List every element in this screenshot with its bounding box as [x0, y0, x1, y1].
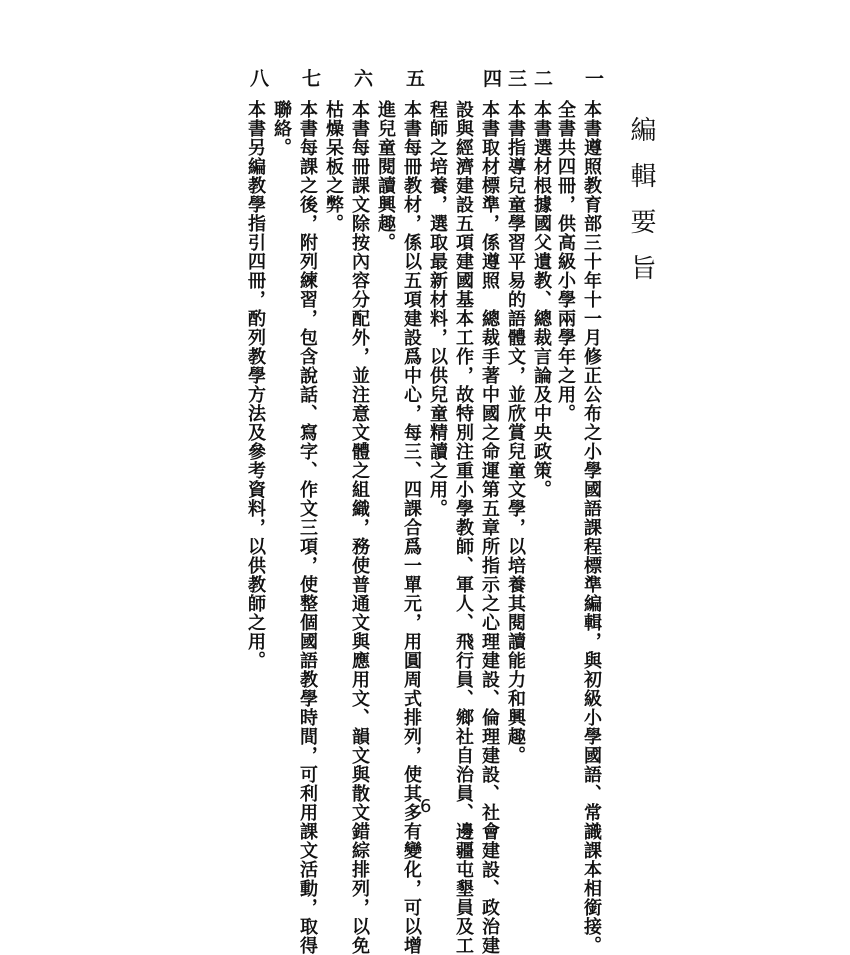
item-3-number: 三: [508, 68, 528, 90]
item-4-line-3: 程師之培養，選取最新材料，以供兒童精讀之用。: [427, 100, 448, 518]
item-6-number: 六: [354, 68, 374, 90]
item-5-line-1: 本書每冊教材，係以五項建設爲中心，每三、四課合爲一單元，用圓周式排列，使其多有變化，可以增: [401, 100, 422, 955]
item-8-line-1: 本書另編教學指引四冊，酌列教學方法及參考資料，以供教師之用。: [245, 100, 266, 670]
item-6-line-1: 本書每冊課文除按內容分配外，並注意文體之組織，務使普通文與應用文、韻文與散文錯綜排列，以免: [349, 100, 370, 955]
item-4-number: 四: [483, 68, 503, 90]
item-4-line-2: 設與經濟建設五項建國基本工作，故特別注重小學教師、軍人、飛行員、鄉社自治員、邊疆屯墾員及工: [453, 100, 474, 955]
item-4-line-1: 本書取材標準，係遵照 總裁手著中國之命運第五章所指示之心理建設、倫理建設、社會建設、政治建: [479, 100, 500, 955]
page-number: 6: [420, 796, 432, 817]
item-7-line-2: 聯絡。: [271, 100, 292, 157]
item-8-number: 八: [250, 68, 270, 90]
item-1-line-2: 全書共四冊，供高級小學兩學年之用。: [555, 100, 576, 423]
item-1-line-1: 本書遵照教育部三十年十一月修正公布之小學國語課程標準編輯，與初級小學國語、常識課本相銜接。: [581, 100, 602, 955]
item-7-line-1: 本書每課之後，附列練習，包含說話、寫字、作文三項，使整個國語教學時間，可利用課文活動，取得: [297, 100, 318, 955]
item-1-number: 一: [585, 68, 605, 90]
item-6-line-2: 枯燥呆板之弊。: [323, 100, 344, 233]
item-5-line-2: 進兒童閱讀興趣。: [375, 100, 396, 252]
page-title: 編輯要旨: [626, 116, 656, 300]
item-7-number: 七: [302, 68, 322, 90]
item-2-line-1: 本書選材根據國父遺教、總裁言論及中央政策。: [531, 100, 552, 499]
item-3-line-1: 本書指導兒童學習平易的語體文，並欣賞兒童文學，以培養其閱讀能力和興趣。: [505, 100, 526, 765]
item-2-number: 二: [534, 68, 554, 90]
item-5-number: 五: [406, 68, 426, 90]
